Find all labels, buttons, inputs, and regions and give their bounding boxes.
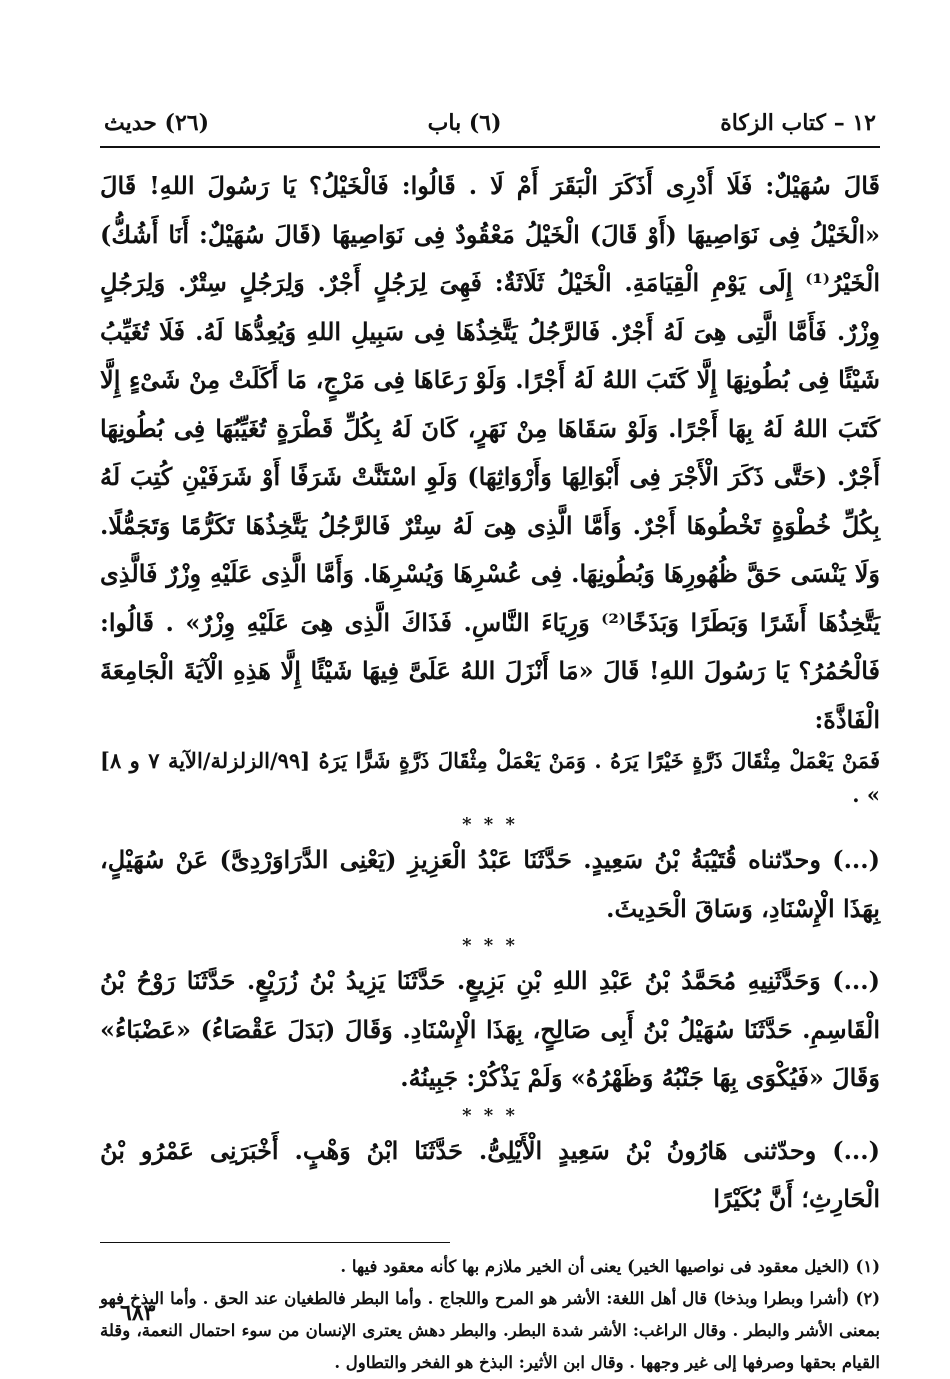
footnotes [100, 1251, 880, 1379]
main-hadith-text: قَالَ سُهَيْلٌ: فَلَا أَدْرِى أَذَكَرَ الْبَقَرَ أَمْ لَا . قَالُوا: فَالْخَيْلُ؟ يَا رَسُولَ اللهِ! قَالَ «الْخَيْلُ فِى نَوَاصِيهَا (أَوْ قَالَ) الْخَيْلُ مَعْقُودٌ فِى نَوَاصِيهَا (قَالَ سُهَيْلٌ: أَنَا أَشُكُّ) الْخَيْرُ⁽¹⁾ إِلَى يَوْمِ الْقِيَامَةِ. الْخَيْلُ ثَلَاثَةٌ: فَهِىَ لِرَجُلٍ أَجْرٌ. وَلِرَجُلٍ سِتْرٌ. وَلِرَجُلٍ وِزْرٌ. فَأَمَّا الَّتِى هِىَ لَهُ أَجْرٌ. فَالرَّجُلُ يَتَّخِذُهَا فِى سَبِيلِ اللهِ وَيُعِدُّهَا لَهُ. فَلَا تُغَيِّبُ شَيْئًا فِى بُطُونِهَا إِلَّا كَتَبَ اللهُ لَهُ أَجْرًا. وَلَوْ رَعَاهَا فِى مَرْجٍ، مَا أَكَلَتْ مِنْ شَىْءٍ إِلَّا كَتَبَ اللهُ لَهُ بِهَا أَجْرًا. وَلَوْ سَقَاهَا مِنْ نَهَرٍ، كَانَ لَهُ بِكُلِّ قَطْرَةٍ تُغَيِّبُهَا فِى بُطُونِهَا أَجْرٌ. (حَتَّى ذَكَرَ الْأَجْرَ فِى أَبْوَالِهَا وَأَرْوَاثِهَا) وَلَوِ اسْتَنَّتْ شَرَفًا أَوْ شَرَفَيْنِ كُتِبَ لَهُ بِكُلِّ خُطْوَةٍ تَخْطُوهَا أَجْرٌ. وَأَمَّا الَّذِى هِىَ لَهُ سِتْرٌ فَالرَّجُلُ يَتَّخِذُهَا تَكَرُّمًا وَتَجَمُّلًا. وَلَا يَنْسَى حَقَّ ظُهُورِهَا وَبُطُونِهَا. فِى عُسْرِهَا وَيُسْرِهَا. وَأَمَّا الَّذِى عَلَيْهِ وِزْرٌ فَالَّذِى يَتَّخِذُهَا أَشَرًا وَبَطَرًا وَبَذَخًا⁽²⁾ وَرِيَاءَ النَّاسِ. فَذَاكَ الَّذِى هِىَ عَلَيْهِ وِزْرٌ» . قَالُوا: فَالْحُمُرُ؟ يَا رَسُولَ اللهِ! قَالَ «مَا أَنْزَلَ اللهُ عَلَىَّ فِيهَا شَيْئًا إِلَّا هَذِهِ الْآيَةَ الْجَامِعَةَ الْفَاذَّةَ: [100, 171, 881, 734]
section-separator-3: * * * [462, 1104, 518, 1126]
quran-verse: فَمَنْ يَعْمَلْ مِثْقَالَ ذَرَّةٍ خَيْرًا يَرَهُ . وَمَنْ يَعْمَلْ مِثْقَالَ ذَرَّةٍ شَرًّا يَرَهُ [٩٩/الزلزلة/الآية ٧ و ٨] » . [100, 748, 881, 807]
book-page [100, 100, 881, 1372]
body-text [100, 162, 880, 1224]
section-separator-1: * * * [462, 814, 518, 835]
chapter-label: (٦) باب [427, 110, 502, 136]
footnote-1: (١) (الخيل معقود فى نواصيها الخير) يعنى أن الخير ملازم بها كأنه معقود فيها . [340, 1256, 880, 1276]
footnote-2: (٢) (أشرا وبطرا وبذخا) قال أهل اللغة: الأشر هو المرح واللجاج . وأما البطر فالطغيان عند الحق . وأما البذخ فهو بمعنى الأشر والبطر . وقال الراغب: الأشر شدة البطر. والبطر دهش يعترى الإنسان من سوء احتمال النعمة، وقلة القيام بحقها وصرفها إلى غير وجهها . وقال ابن الأثير: البذخ هو الفخر والتطاول . [100, 1288, 880, 1372]
narration-2: (...) وَحَدَّثَنِيهِ مُحَمَّدُ بْنُ عَبْدِ اللهِ بْنِ بَزِيعٍ. حَدَّثَنَا يَزِيدُ بْنُ زُرَيْعٍ. حَدَّثَنَا رَوْحُ بْنُ الْقَاسِمِ. حَدَّثَنَا سُهَيْلُ بْنُ أَبِى صَالِحٍ، بِهَذَا الْإِسْنَادِ. وَقَالَ (بَدَلَ عَقْصَاءُ) «عَضْبَاءُ» وَقَالَ «فَيُكْوَى بِهَا جَنْبُهُ وَظَهْرُهُ» وَلَمْ يَذْكُرْ: جَبِينُهُ. [100, 966, 880, 1092]
book-title: ١٢ – كتاب الزكاة [720, 110, 876, 136]
section-separator-2: * * * [462, 935, 518, 956]
narration-3: (...) وحدّثنى هَارُونُ بْنُ سَعِيدٍ الْأَيْلِىُّ. حَدَّثَنَا ابْنُ وَهْبٍ. أَخْبَرَنِى عَمْرُو بْنُ الْحَارِثِ؛ أَنَّ بُكَيْرًا [100, 1135, 880, 1213]
narration-1: (...) وحدّثناه قُتَيْبَةُ بْنُ سَعِيدٍ. حَدَّثَنَا عَبْدُ الْعَزِيزِ (يَعْنِى الدَّرَاوَرْدِىَّ) عَنْ سُهَيْلٍ، بِهَذَا الْإِسْنَادِ، وَسَاقَ الْحَدِيثَ. [100, 845, 880, 923]
page-number: ٦٨٣ [120, 1300, 156, 1326]
footnote-divider [100, 1242, 450, 1243]
page-header [100, 100, 880, 148]
hadith-label: (٢٦) حديث [104, 110, 210, 136]
